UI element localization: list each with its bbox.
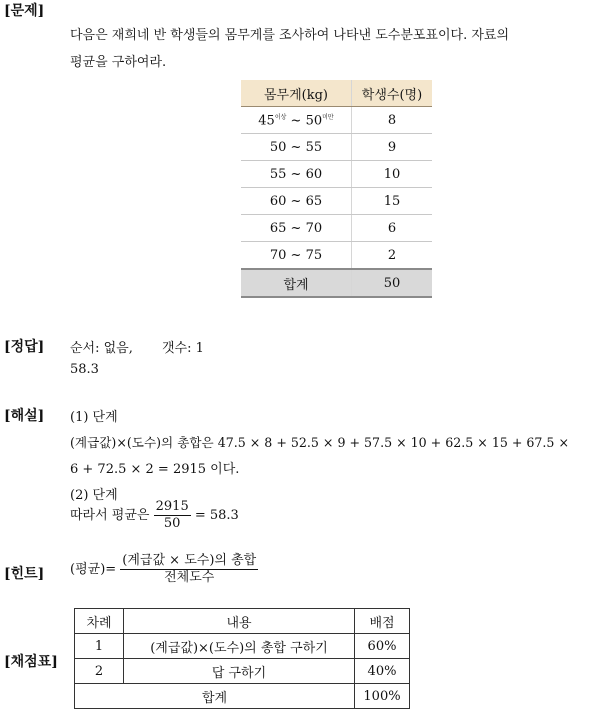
solution-step1: (1) 단계	[70, 410, 118, 425]
count-cell: 6	[352, 215, 433, 242]
hint-numerator: (계급값 × 도수)의 총합	[122, 553, 257, 568]
total-label: 합계	[241, 269, 352, 297]
answer-count: 갯수: 1	[162, 341, 204, 356]
answer-order: 순서: 없음,	[70, 341, 133, 356]
hint-fraction	[120, 553, 258, 586]
hint-prefix: (평균)=	[70, 562, 117, 577]
range-high-sup: 미만	[322, 113, 334, 121]
count-cell: 15	[352, 188, 433, 215]
problem-text-line2: 평균을 구하여라.	[70, 55, 167, 70]
range-cell	[241, 107, 352, 134]
count-cell: 10	[352, 161, 433, 188]
count-cell: 8	[352, 107, 433, 134]
table-row	[241, 215, 432, 242]
solution-label: [해설]	[4, 408, 45, 424]
grading-no: 1	[75, 634, 124, 659]
total-row	[241, 269, 432, 297]
grading-score: 60%	[355, 634, 410, 659]
table-row	[241, 242, 432, 270]
range-high: 50	[305, 113, 323, 129]
hint-denominator: 전체도수	[164, 570, 215, 585]
grading-content: (계급값)×(도수)의 총합 구하기	[124, 634, 355, 659]
hint-label: [힌트]	[4, 566, 45, 582]
fraction-denominator: 50	[163, 516, 181, 531]
problem-text-line1: 다음은 재희네 반 학생들의 몸무게를 조사하여 나타낸 도수분포표이다. 자료의	[70, 28, 510, 43]
range-cell: 50 ~ 55	[241, 134, 352, 161]
grading-header-content: 내용	[124, 609, 355, 634]
header-weight: 몸무게(kg)	[241, 80, 352, 107]
solution-conclusion	[70, 499, 239, 532]
fraction-numerator: 2915	[155, 499, 189, 514]
grading-header-row	[75, 609, 410, 634]
solution-step2: (2) 단계	[70, 488, 118, 503]
answer-value: 58.3	[70, 362, 99, 377]
solution-line2: 6 + 72.5 × 2 = 2915 이다.	[70, 462, 240, 477]
range-cell: 70 ~ 75	[241, 242, 352, 270]
mean-fraction	[154, 499, 191, 532]
grading-score: 40%	[355, 659, 410, 684]
table-row	[241, 188, 432, 215]
table-row	[75, 634, 410, 659]
range-low: 45	[258, 113, 275, 129]
conclusion-prefix: 따라서 평균은	[70, 508, 150, 523]
hint-formula	[70, 553, 258, 586]
answer-label: [정답]	[4, 339, 45, 355]
frequency-table	[241, 80, 432, 298]
range-low-sup: 이상	[274, 113, 287, 121]
range-cell: 65 ~ 70	[241, 215, 352, 242]
count-cell: 9	[352, 134, 433, 161]
conclusion-suffix: = 58.3	[194, 508, 239, 523]
grading-total-row	[75, 684, 410, 709]
table-row	[241, 134, 432, 161]
table-row	[241, 161, 432, 188]
table-row	[75, 659, 410, 684]
grading-no: 2	[75, 659, 124, 684]
grading-header-no: 차례	[75, 609, 124, 634]
table-row	[241, 107, 432, 134]
grading-total-label: 합계	[75, 684, 355, 709]
frequency-table-header	[241, 80, 432, 107]
range-cell: 55 ~ 60	[241, 161, 352, 188]
count-cell: 2	[352, 242, 433, 270]
grading-label: [채점표]	[4, 654, 58, 670]
range-cell: 60 ~ 65	[241, 188, 352, 215]
grading-table	[74, 608, 410, 709]
grading-content: 답 구하기	[124, 659, 355, 684]
grading-header-score: 배점	[355, 609, 410, 634]
range-tilde: ~	[290, 113, 302, 129]
total-value: 50	[352, 269, 433, 297]
header-students: 학생수(명)	[352, 80, 433, 107]
solution-line1: (계급값)×(도수)의 총합은 47.5 × 8 + 52.5 × 9 + 57.5 × 10 + 62.5 × 15 + 67.5 ×	[70, 435, 570, 450]
problem-label: [문제]	[4, 3, 45, 19]
grading-total-score: 100%	[355, 684, 410, 709]
